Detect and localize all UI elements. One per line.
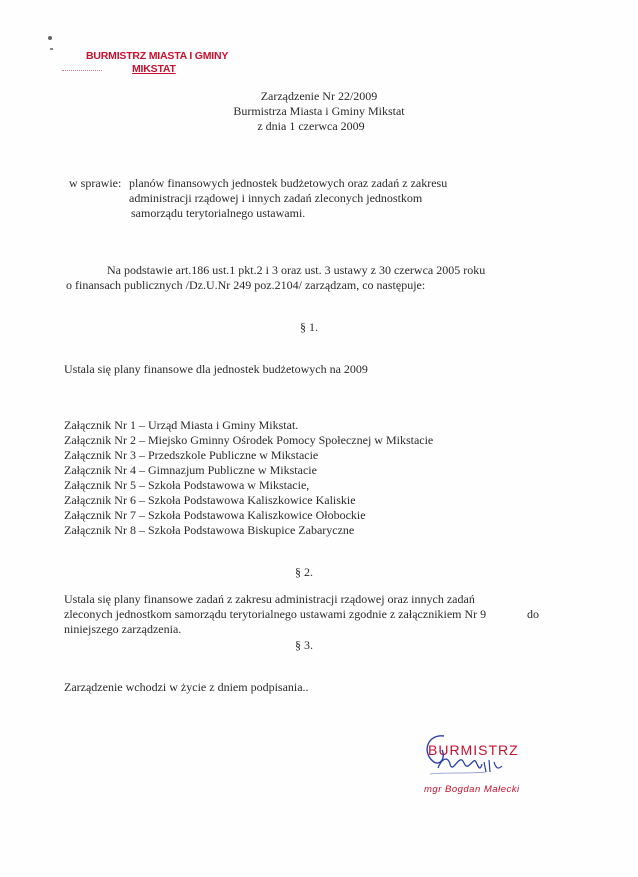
section-3-text: Zarządzenie wchodzi w życie z dniem podpisania.. bbox=[64, 680, 309, 694]
mayor-stamp-title: BURMISTRZ bbox=[428, 742, 519, 758]
subject-line-3: samorządu terytorialnego ustawami. bbox=[131, 206, 306, 220]
subject-prefix: w sprawie: bbox=[69, 176, 122, 190]
attachment-item: Załącznik Nr 3 – Przedszkole Publiczne w Mikstacie bbox=[64, 448, 319, 462]
attachment-item: Załącznik Nr 1 – Urząd Miasta i Gminy Mikstat. bbox=[64, 418, 299, 432]
attachment-item: Załącznik Nr 7 – Szkoła Podstawowa Kaliszkowice Ołobockie bbox=[64, 508, 366, 522]
attachment-item: Załącznik Nr 6 – Szkoła Podstawowa Kaliszkowice Kaliskie bbox=[64, 493, 356, 507]
document-issuer: Burmistrza Miasta i Gminy Mikstat bbox=[233, 104, 405, 118]
attachment-item: Załącznik Nr 4 – Gimnazjum Publiczne w Mikstacie bbox=[64, 463, 317, 477]
handwritten-signature bbox=[416, 728, 526, 788]
section-2-line-2: zleconych jednostkom samorządu terytorialnego ustawami zgodnie z załącznikiem Nr 9 bbox=[64, 607, 487, 621]
document-date: z dnia 1 czerwca 2009 bbox=[257, 119, 365, 133]
section-2-line-2-end: do bbox=[527, 607, 539, 621]
legal-basis-line-1: Na podstawie art.186 ust.1 pkt.2 i 3 oraz ust. 3 ustawy z 30 czerwca 2005 roku bbox=[107, 263, 486, 277]
document-title: Zarządzenie Nr 22/2009 bbox=[260, 89, 378, 103]
section-2-heading: § 2. bbox=[295, 565, 313, 579]
mayor-stamp-name: mgr Bogdan Małecki bbox=[424, 784, 520, 795]
office-stamp-line-1: BURMISTRZ MIASTA I GMINY bbox=[86, 50, 229, 62]
attachment-item: Załącznik Nr 8 – Szkoła Podstawowa Biskupice Zabaryczne bbox=[64, 523, 355, 537]
subject-line-2: administracji rządowej i innych zadań zleconych jednostkom bbox=[129, 191, 423, 205]
stamp-dotted-line bbox=[62, 70, 102, 73]
subject-line-1: planów finansowych jednostek budżetowych oraz zadań z zakresu bbox=[129, 176, 448, 190]
attachment-item: Załącznik Nr 2 – Miejsko Gminny Ośrodek Pomocy Społecznej w Mikstacie bbox=[64, 433, 434, 447]
office-stamp-line-2: MIKSTAT bbox=[132, 63, 176, 75]
scan-speck bbox=[48, 36, 52, 40]
section-1-text: Ustala się plany finansowe dla jednostek budżetowych na 2009 bbox=[64, 362, 368, 376]
section-2-line-3: niniejszego zarządzenia. bbox=[64, 622, 182, 636]
scan-speck bbox=[50, 48, 53, 50]
section-3-heading: § 3. bbox=[295, 638, 313, 652]
section-2-line-1: Ustala się plany finansowe zadań z zakresu administracji rządowej oraz innych zadań bbox=[64, 592, 475, 606]
attachment-item: Załącznik Nr 5 – Szkoła Podstawowa w Mikstacie, bbox=[64, 478, 310, 492]
legal-basis-line-2: o finansach publicznych /Dz.U.Nr 249 poz.2104/ zarządzam, co następuje: bbox=[66, 278, 426, 292]
section-1-heading: § 1. bbox=[300, 320, 318, 334]
